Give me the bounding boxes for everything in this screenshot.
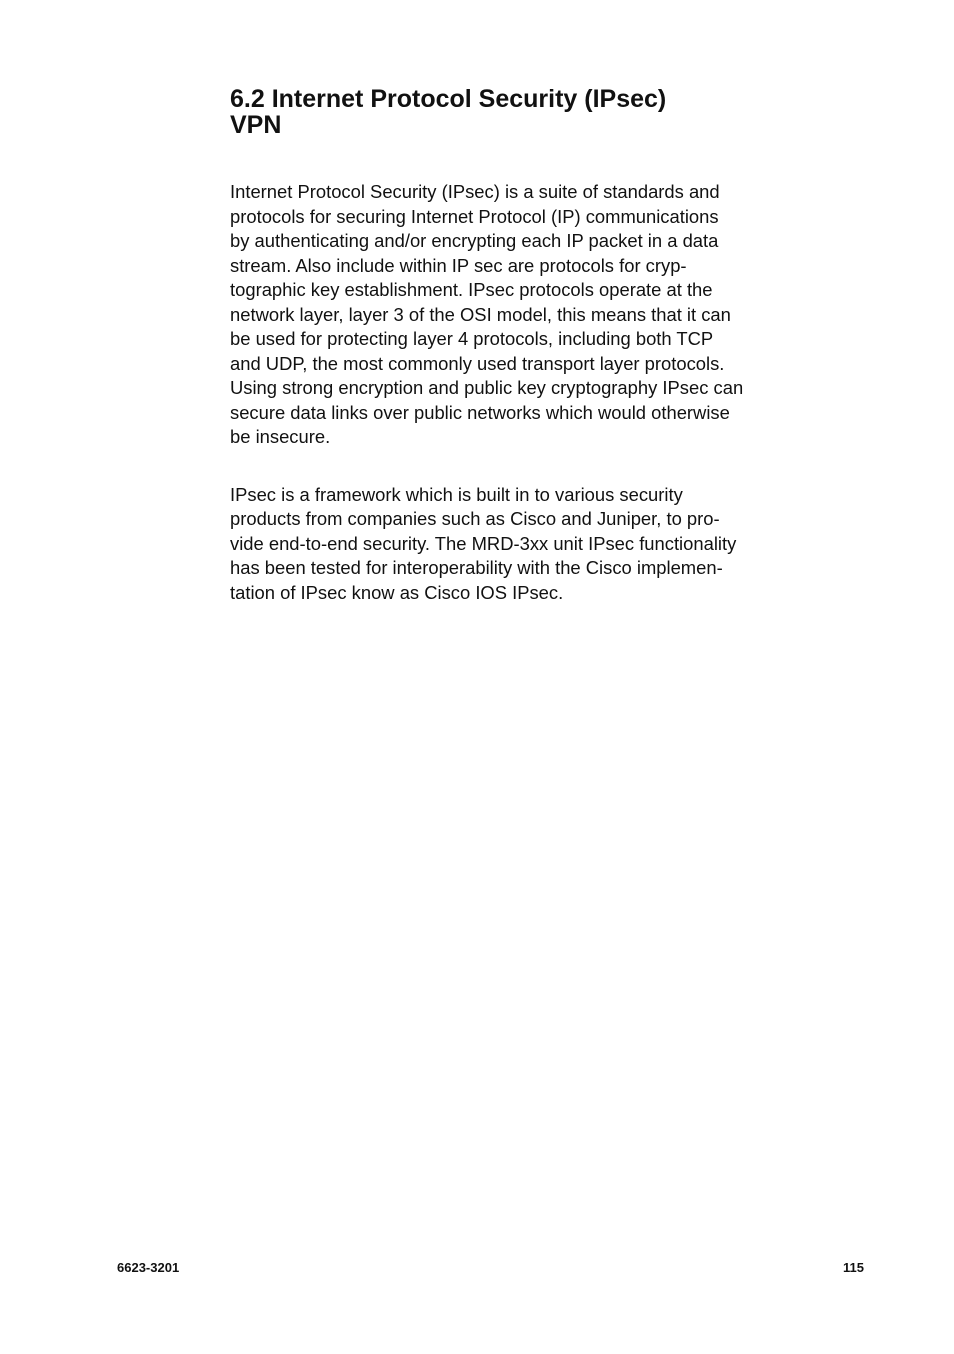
paragraph-line: by authenticating and/or encrypting each IP packet in a data xyxy=(230,230,719,251)
paragraph-line: vide end-to-end security. The MRD-3xx unit IPsec functionality xyxy=(230,532,737,554)
section-heading-line: 6.2 Internet Protocol Security (IPsec) xyxy=(230,85,667,113)
section-heading xyxy=(230,86,760,138)
paragraph-line: Internet Protocol Security (IPsec) is a suite of standards and xyxy=(230,181,720,202)
paragraph-line: stream. Also include within IP sec are protocols for cryp- xyxy=(230,254,687,276)
paragraph-line: IPsec is a framework which is built in to various security xyxy=(230,483,683,505)
paragraph-ipsec-definition xyxy=(230,180,760,450)
paragraph-line: products from companies such as Cisco and Juniper, to pro- xyxy=(230,508,720,529)
footer-document-number: 6623-3201 xyxy=(117,1260,180,1275)
paragraph-line: has been tested for interoperability with the Cisco implemen- xyxy=(230,557,723,578)
paragraph-line: be insecure. xyxy=(230,426,331,447)
paragraph-line: tographic key establishment. IPsec protocols operate at the xyxy=(230,279,713,300)
paragraph-line: tation of IPsec know as Cisco IOS IPsec. xyxy=(230,581,564,603)
section-heading-line: VPN xyxy=(230,111,282,139)
paragraph-line: network layer, layer 3 of the OSI model, this means that it can xyxy=(230,303,731,325)
paragraph-ipsec-framework xyxy=(230,483,760,606)
paragraph-line: Using strong encryption and public key cryptography IPsec can xyxy=(230,377,744,398)
page-content xyxy=(230,86,760,605)
paragraph-line: be used for protecting layer 4 protocols, including both TCP xyxy=(230,328,714,349)
footer-page-number: 115 xyxy=(843,1260,864,1275)
paragraph-line: protocols for securing Internet Protocol (IP) communications xyxy=(230,205,719,227)
paragraph-line: secure data links over public networks which would otherwise xyxy=(230,401,730,423)
paragraph-line: and UDP, the most commonly used transport layer protocols. xyxy=(230,352,725,374)
